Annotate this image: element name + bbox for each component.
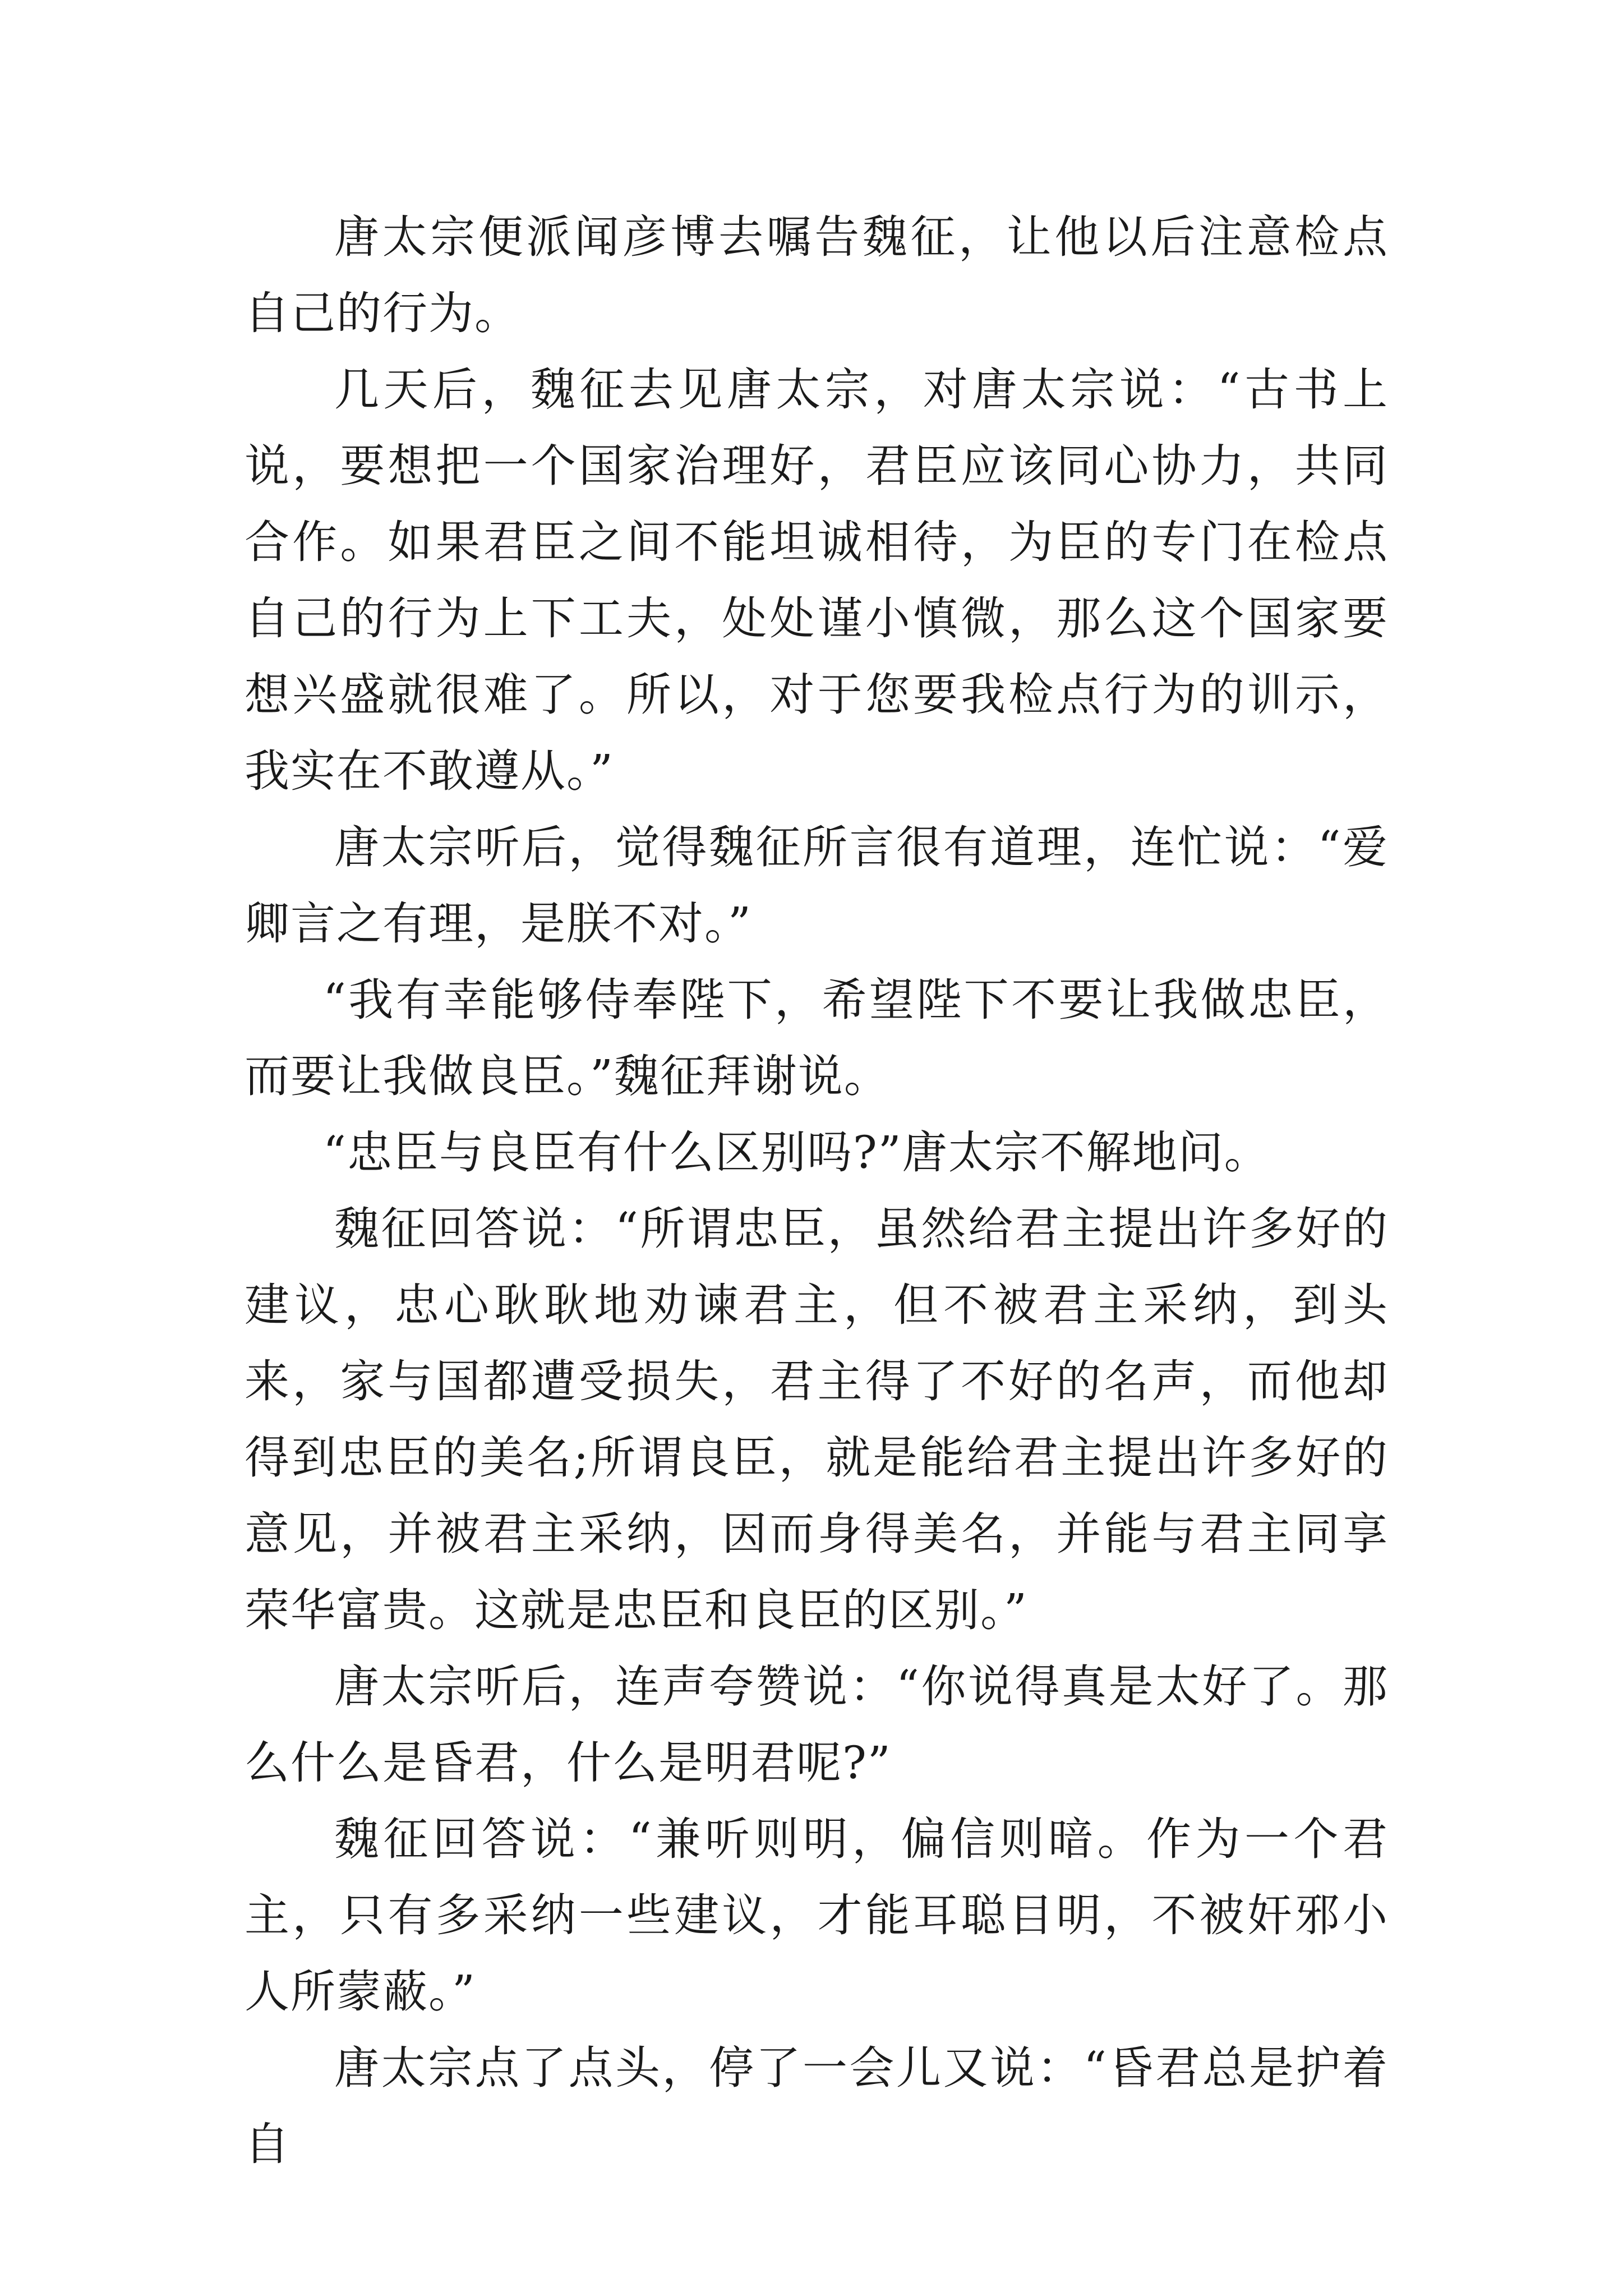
paragraph-3: 唐太宗听后，觉得魏征所言很有道理，连忙说：“爱卿言之有理，是朕不对。” (245, 821, 1389, 950)
body-text (245, 199, 1389, 2183)
paragraph-5: “忠臣与良臣有什么区别吗?”唐太宗不解地问。 (323, 1126, 1270, 1179)
paragraph-4: “我有幸能够侍奉陛下，希望陛下不要让我做忠臣，而要让我做良臣。”魏征拜谢说。 (245, 974, 1389, 1102)
paragraph-8: 魏征回答说：“兼听则明，偏信则暗。作为一个君主，只有多采纳一些建议，才能耳聪目明，不被奸邪小人所蒙蔽。” (245, 1813, 1389, 2018)
paragraph-7: 唐太宗听后，连声夸赞说：“你说得真是太好了。那么什么是昏君，什么是明君呢?” (245, 1660, 1389, 1789)
paragraph-2: 几天后，魏征去见唐太宗，对唐太宗说：“古书上说，要想把一个国家治理好，君臣应该同心协力，共同合作。如果君臣之间不能坦诚相待，为臣的专门在检点自己的行为上下工夫，处处谨小慎微，那么这个国家要想兴盛就很难了。所以，对于您要我检点行为的训示，我实在不敢遵从。” (245, 364, 1389, 797)
paragraph-1: 唐太宗便派闻彦博去嘱告魏征，让他以后注意检点自己的行为。 (245, 211, 1389, 339)
paragraph-6: 魏征回答说：“所谓忠臣，虽然给君主提出许多好的建议，忠心耿耿地劝谏君主，但不被君主采纳，到头来，家与国都遭受损失，君主得了不好的名声，而他却得到忠臣的美名;所谓良臣，就是能给君主提出许多好的意见，并被君主采纳，因而身得美名，并能与君主同享荣华富贵。这就是忠臣和良臣的区别。” (245, 1203, 1389, 1636)
paragraph-9: 唐太宗点了点头，停了一会儿又说：“昏君总是护着自 (245, 2042, 1389, 2170)
